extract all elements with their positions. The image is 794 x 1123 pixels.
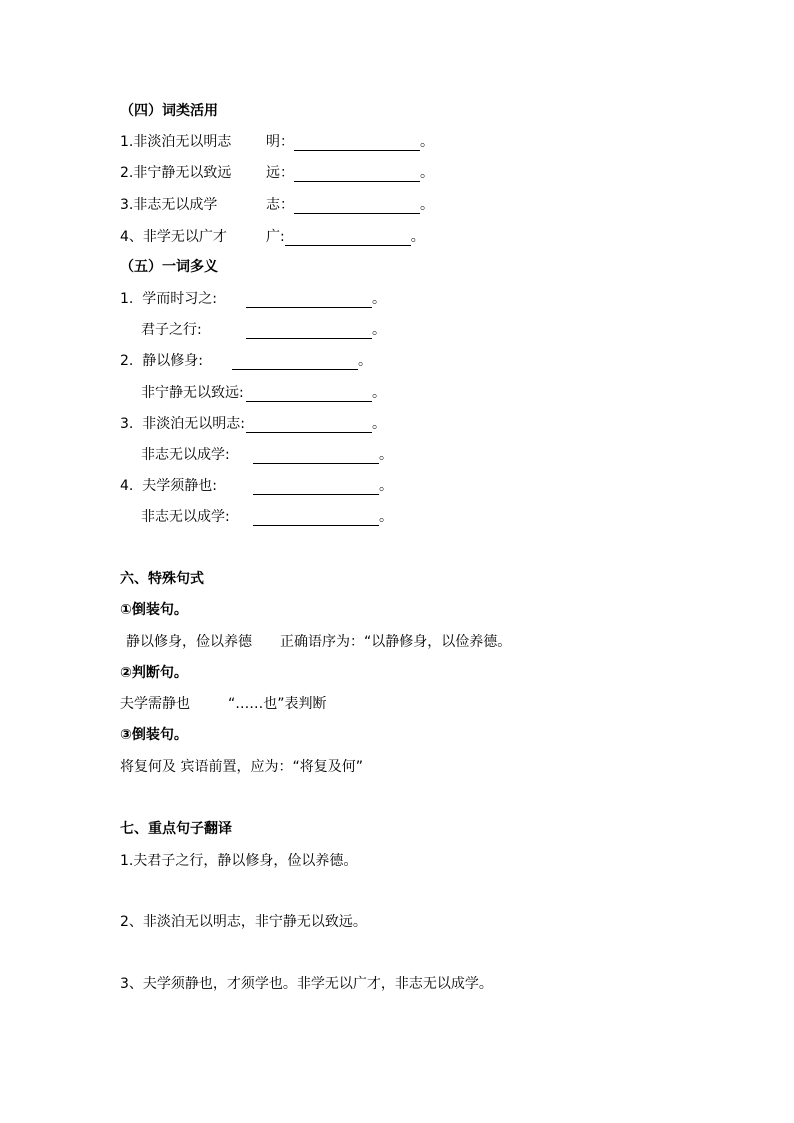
translation-item-1: 1.夫君子之行，静以修身，俭以养德。 <box>120 853 358 869</box>
item-text: 非志无以成学 <box>133 197 218 213</box>
answer-blank[interactable] <box>246 418 372 433</box>
end-mark: 。 <box>420 134 434 150</box>
item-number: 3. <box>120 197 134 213</box>
judgement-note: “……也”表判断 <box>228 696 327 712</box>
s5-item-4b: 非志无以成学: <box>141 509 230 525</box>
answer-blank[interactable] <box>246 387 372 402</box>
s4-item-2 <box>120 164 231 182</box>
end-mark: 。 <box>372 322 386 338</box>
end-mark: 。 <box>372 291 386 307</box>
item-number: 4. <box>120 478 134 494</box>
end-mark: 。 <box>379 478 393 494</box>
answer-blank[interactable] <box>246 293 372 308</box>
end-mark: 。 <box>420 165 434 181</box>
item-number: 2. <box>120 165 134 181</box>
end-mark: 。 <box>372 385 386 401</box>
s4-item-1-answer <box>266 133 434 151</box>
end-mark: 。 <box>379 447 393 463</box>
answer-blank[interactable] <box>232 355 358 370</box>
item-text: 非淡泊无以明志: <box>142 416 245 432</box>
inversion-example: 静以修身，俭以养德 <box>126 634 252 650</box>
s4-item-1 <box>120 133 231 151</box>
translation-item-3: 3、夫学须静也，才须学也。非学无以广才，非志无以成学。 <box>120 976 493 992</box>
end-mark: 。 <box>358 353 372 369</box>
inversion-title: ①倒装句。 <box>120 602 188 618</box>
s5-item-3a <box>120 415 245 433</box>
answer-blank[interactable] <box>294 167 420 182</box>
s5-item-2a <box>120 352 203 370</box>
s5-item-1a <box>120 290 217 308</box>
s4-item-3 <box>120 196 217 214</box>
section4-heading: （四）词类活用 <box>120 103 218 119</box>
s5-item-4a-answer <box>253 477 393 495</box>
s5-item-1b: 君子之行: <box>141 322 202 338</box>
s5-item-3b-answer <box>253 446 393 464</box>
target-word: 远： <box>266 165 294 181</box>
s4-item-3-answer <box>266 196 434 214</box>
item-text: 非宁静无以致远 <box>133 165 232 181</box>
s4-item-4 <box>120 228 227 246</box>
s5-item-3a-answer <box>246 415 386 433</box>
s5-item-2a-answer <box>232 352 372 370</box>
end-mark: 。 <box>379 509 393 525</box>
answer-blank[interactable] <box>253 480 379 495</box>
end-mark: 。 <box>420 197 434 213</box>
section7-heading: 七、重点句子翻译 <box>120 821 232 837</box>
answer-blank[interactable] <box>294 136 420 151</box>
s5-item-1b-answer <box>246 321 386 339</box>
item-text: 非淡泊无以明志 <box>133 134 232 150</box>
inversion-note: 正确语序为：“以静修身，以俭养德。 <box>280 634 512 650</box>
judgement-example: 夫学需静也 <box>120 696 190 712</box>
s4-item-2-answer <box>266 164 434 182</box>
inversion2-line: 将复何及 宾语前置，应为：“将复及何” <box>120 759 363 775</box>
s5-item-1a-answer <box>246 290 386 308</box>
s5-item-4b-answer <box>253 508 393 526</box>
item-number: 3. <box>120 416 134 432</box>
item-text: 学而时习之: <box>142 291 217 307</box>
target-word: 志： <box>266 197 294 213</box>
item-number: 4、 <box>120 229 143 245</box>
answer-blank[interactable] <box>253 511 379 526</box>
item-number: 1. <box>120 134 134 150</box>
item-number: 1. <box>120 291 134 307</box>
end-mark: 。 <box>410 229 425 245</box>
answer-blank[interactable] <box>253 449 379 464</box>
end-mark: 。 <box>372 416 386 432</box>
s5-item-2b-answer <box>246 384 386 402</box>
section6-heading: 六、特殊句式 <box>120 571 204 587</box>
answer-blank[interactable] <box>246 324 372 339</box>
target-word: 广: <box>266 229 285 245</box>
target-word: 明： <box>266 134 294 150</box>
judgement-title: ②判断句。 <box>120 665 188 681</box>
item-text: 非学无以广才 <box>142 229 227 245</box>
s4-item-4-answer <box>266 228 425 246</box>
translation-item-2: 2、非淡泊无以明志，非宁静无以致远。 <box>120 914 367 930</box>
item-text: 静以修身: <box>142 353 203 369</box>
section5-heading: （五）一词多义 <box>120 259 218 275</box>
answer-blank[interactable] <box>285 231 411 246</box>
item-number: 2. <box>120 353 134 369</box>
inversion2-title: ③倒装句。 <box>120 727 188 743</box>
s5-item-4a <box>120 477 217 495</box>
answer-blank[interactable] <box>294 199 420 214</box>
s5-item-3b: 非志无以成学: <box>141 447 230 463</box>
s5-item-2b: 非宁静无以致远: <box>141 385 244 401</box>
item-text: 夫学须静也: <box>142 478 217 494</box>
